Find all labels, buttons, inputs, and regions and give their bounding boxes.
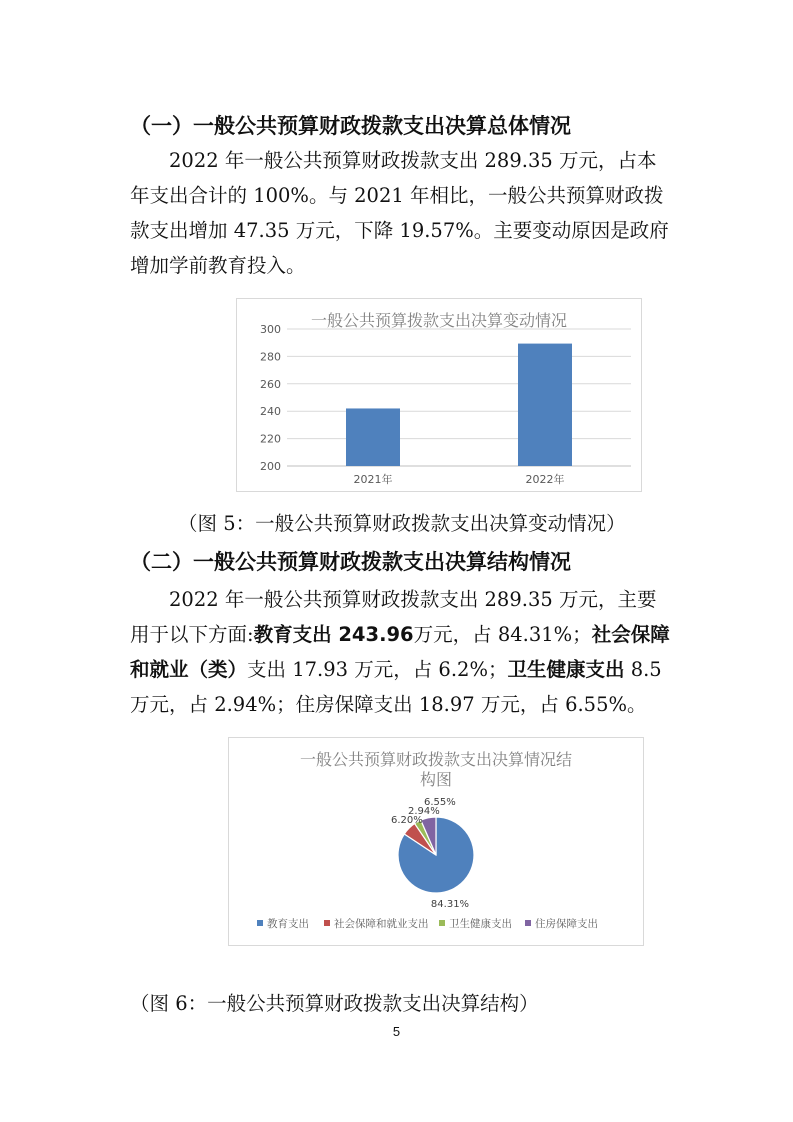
page-number: 5 [392, 1024, 401, 1039]
chart5-caption: （图 5：一般公共预算财政拨款支出决算变动情况） [178, 512, 626, 535]
text-run: 用于以下方面: [130, 623, 254, 646]
section2-line [130, 652, 675, 687]
legend-swatch [439, 920, 445, 926]
bar-chart-container [236, 298, 642, 492]
text-run: 万元，占 84.31%； [413, 623, 592, 646]
section2-line: 万元，占 2.94%；住房保障支出 18.97 万元，占 6.55%。 [130, 693, 647, 716]
x-tick-label: 2021年 [353, 473, 393, 486]
y-tick-label: 200 [260, 460, 281, 473]
y-tick-label: 260 [260, 377, 281, 391]
social-security-emphasis: 社会保障 [591, 623, 670, 646]
section2-heading: （二）一般公共预算财政拨款支出决算结构情况 [130, 550, 571, 574]
legend-label: 教育支出 [267, 918, 309, 930]
section2-line: 2022 年一般公共预算财政拨款支出 289.35 万元，主要 [130, 588, 657, 611]
bar [518, 344, 572, 466]
legend-swatch [324, 920, 330, 926]
bar-chart [237, 299, 641, 491]
y-tick-label: 220 [260, 432, 281, 446]
section1-heading: （一）一般公共预算财政拨款支出决算总体情况 [130, 114, 571, 138]
pie-chart-container [228, 737, 644, 946]
section2-paragraph [130, 582, 675, 722]
bar [346, 408, 400, 466]
pie-data-label: 2.94% [408, 806, 440, 817]
y-tick-label: 240 [260, 405, 281, 419]
y-tick-label: 280 [260, 350, 281, 364]
section1-line: 增加学前教育投入。 [130, 254, 306, 277]
pie-chart-title: 构图 [419, 770, 453, 789]
section1-line: 2022 年一般公共预算财政拨款支出 289.35 万元，占本 [130, 149, 657, 172]
pie-data-label: 6.55% [424, 797, 456, 808]
x-tick-label: 2022年 [525, 473, 565, 486]
section1-line: 款支出增加 47.35 万元，下降 19.57%。主要变动原因是政府 [130, 219, 669, 242]
chart6-caption: （图 6：一般公共预算财政拨款支出决算结构） [130, 992, 539, 1015]
employment-emphasis: 和就业（类） [130, 658, 248, 681]
section1-paragraph [130, 143, 675, 283]
health-emphasis: 卫生健康支出 [507, 658, 625, 681]
pie-chart [229, 738, 643, 945]
education-emphasis: 教育支出 243.96 [253, 623, 414, 646]
y-tick-label: 300 [260, 323, 281, 336]
legend-label: 住房保障支出 [535, 918, 598, 930]
legend-swatch [257, 920, 263, 926]
bar-chart-title: 一般公共预算拨款支出决算变动情况 [310, 311, 568, 330]
section2-line [130, 617, 675, 652]
pie-chart-title: 一般公共预算财政拨款支出决算情况结 [299, 750, 573, 769]
legend-label: 卫生健康支出 [449, 918, 512, 930]
section1-line: 年支出合计的 100%。与 2021 年相比，一般公共预算财政拨 [130, 184, 664, 207]
legend-swatch [525, 920, 531, 926]
legend-label: 社会保障和就业支出 [334, 918, 429, 930]
text-run: 8.5 [624, 658, 662, 681]
pie-data-label: 6.20% [391, 815, 423, 826]
text-run: 支出 17.93 万元，占 6.2%； [247, 658, 508, 681]
pie-data-label: 84.31% [430, 899, 470, 910]
